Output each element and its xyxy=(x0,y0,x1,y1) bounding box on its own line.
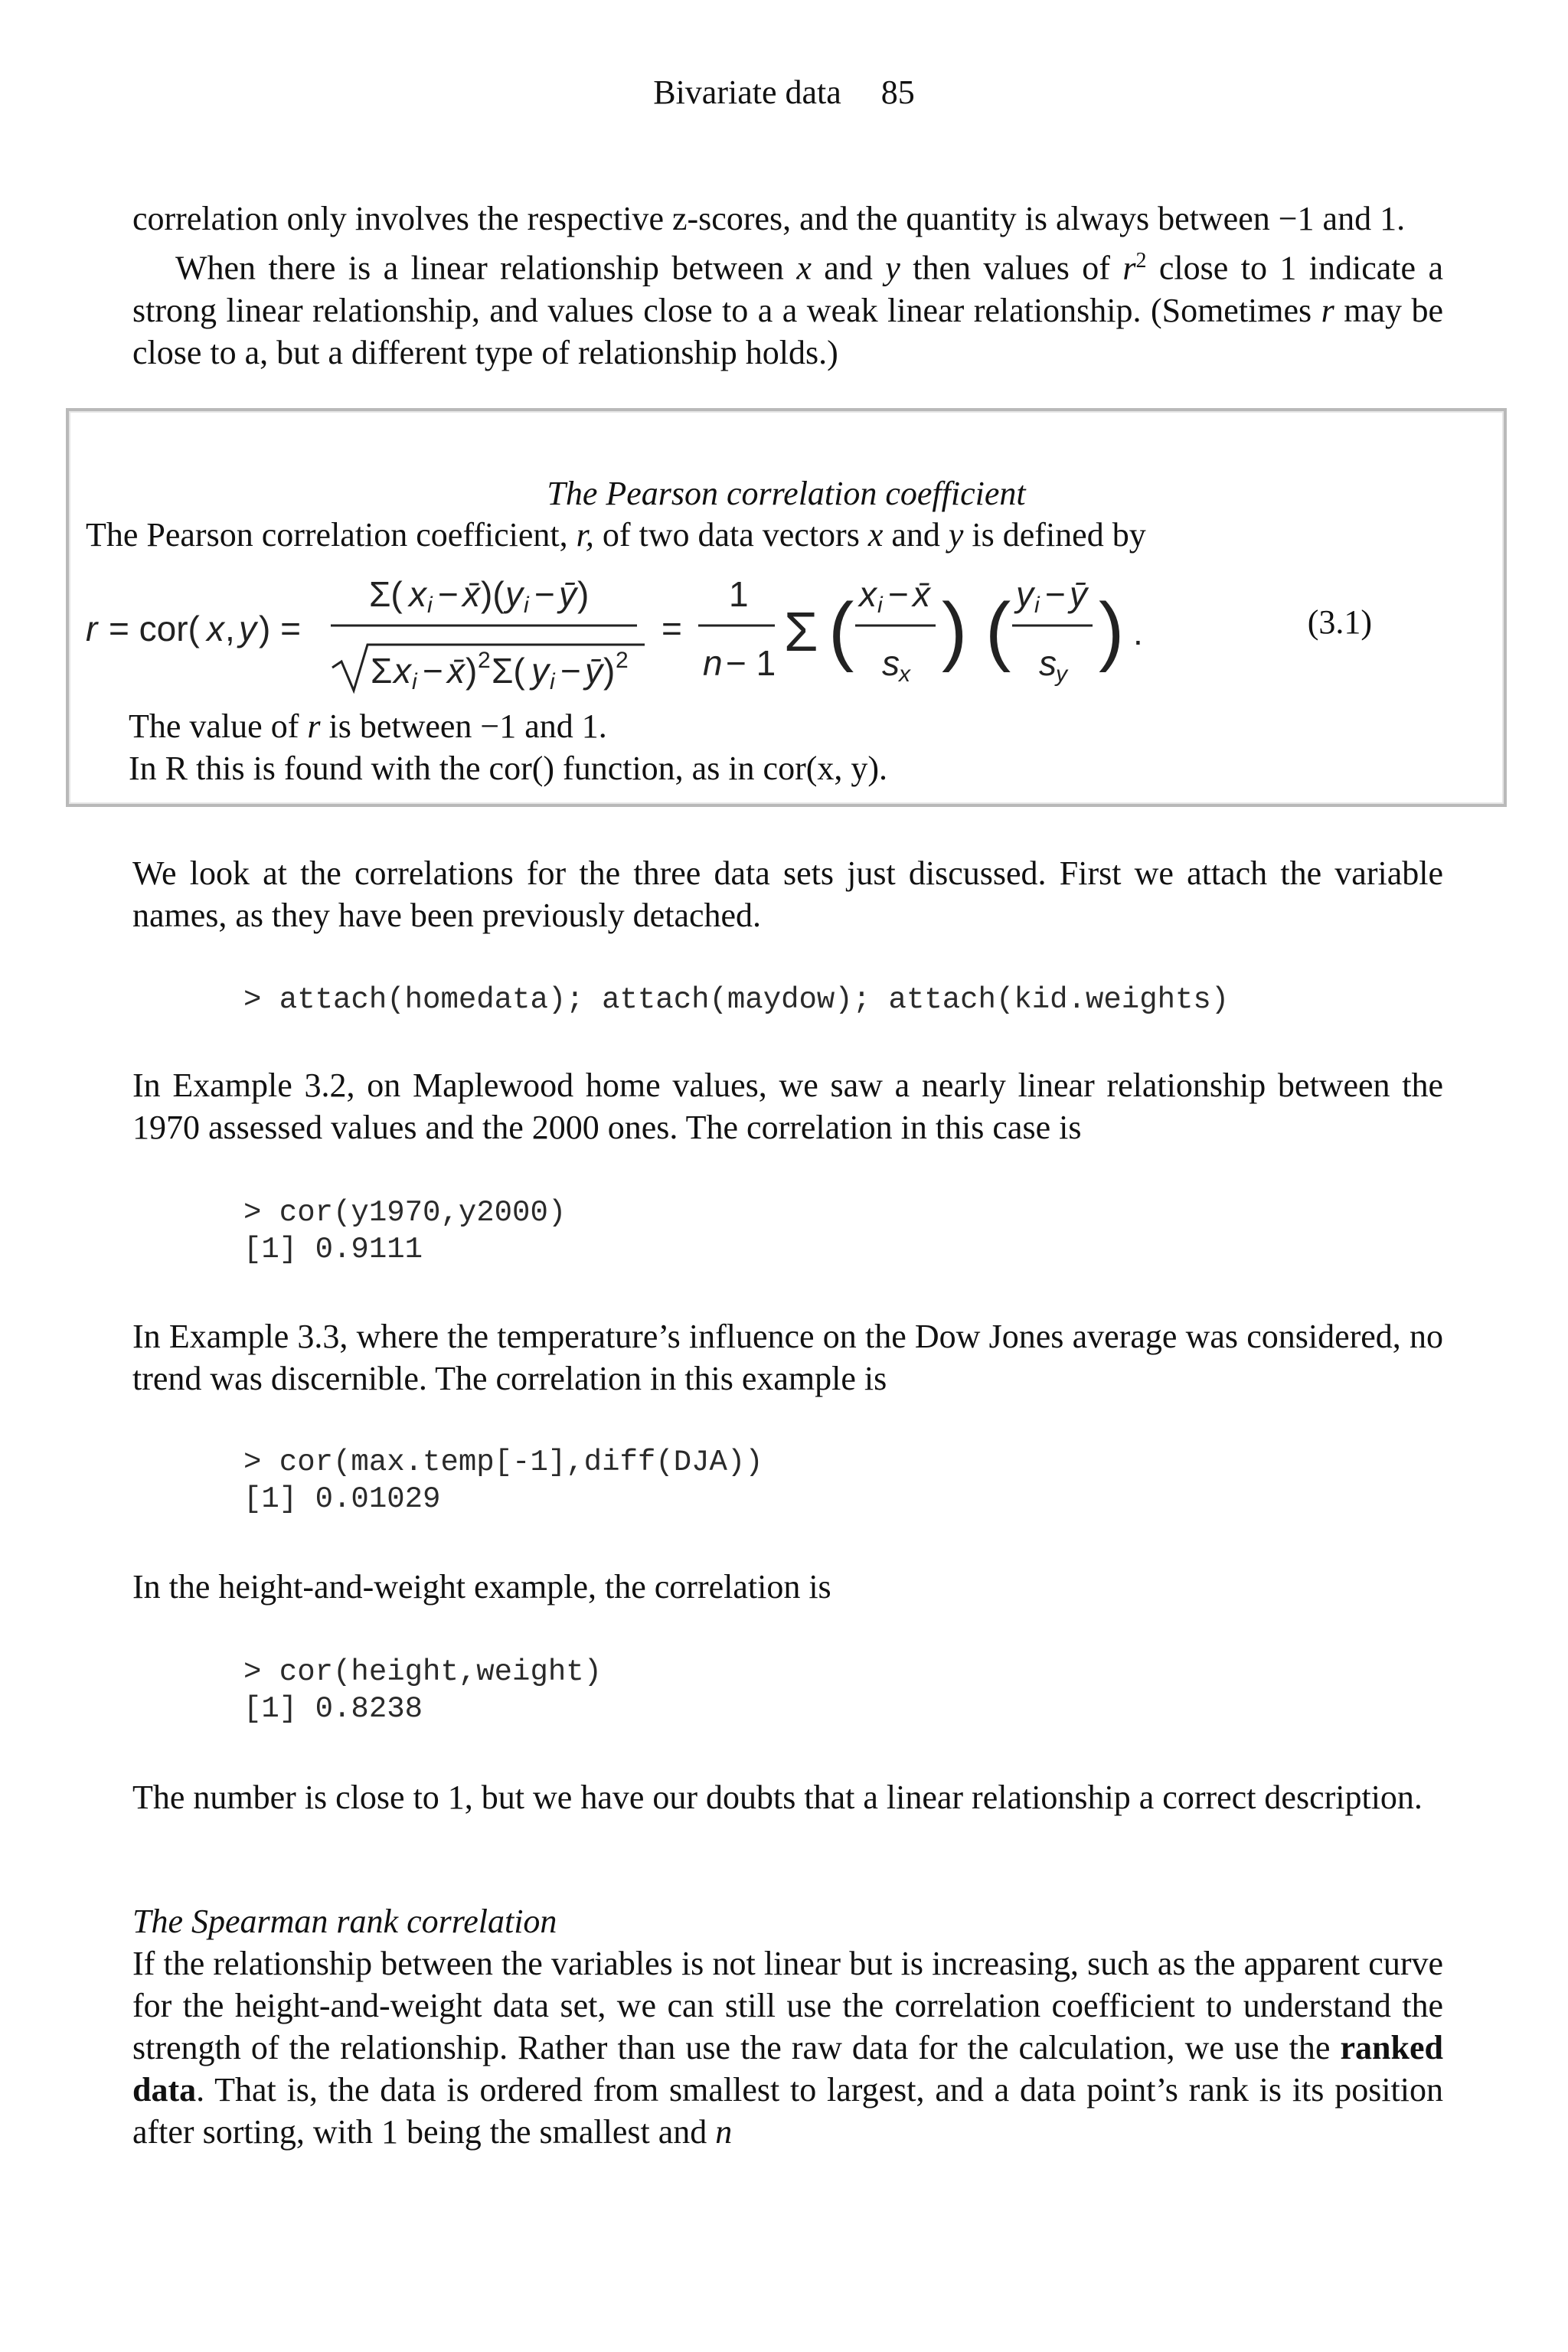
paragraph-example-3-2: In Example 3.2, on Maplewood home values, we saw a nearly linear relationship between the 1970 assessed values and the 2000 ones. The correlation in this case is xyxy=(132,1067,1443,1146)
svg-text:): ) xyxy=(577,574,590,614)
paragraph-intro-1: correlation only involves the respective z-scores, and the quantity is always between −1 and 1. xyxy=(132,200,1406,237)
code-cor-home: > cor(y1970,y2000) [1] 0.9111 xyxy=(243,1196,567,1266)
svg-text:x̄: x̄ xyxy=(913,574,930,614)
svg-text:−: − xyxy=(423,651,443,691)
svg-text:x̄: x̄ xyxy=(462,574,480,614)
svg-text:i: i xyxy=(524,593,529,618)
intro-section xyxy=(132,198,1443,374)
svg-text:): ) xyxy=(603,651,616,691)
svg-text:r: r xyxy=(86,609,98,648)
svg-text:,: , xyxy=(225,609,235,648)
svg-text:y: y xyxy=(505,574,523,614)
box-title: The Pearson correlation coefficient xyxy=(547,475,1026,512)
svg-text:Σ(: Σ( xyxy=(492,651,525,691)
svg-text:−: − xyxy=(888,574,909,614)
svg-text:−: − xyxy=(560,651,581,691)
svg-text:s: s xyxy=(1039,643,1057,683)
svg-text:) =: ) = xyxy=(259,609,301,648)
svg-text:n: n xyxy=(703,643,723,683)
svg-text:i: i xyxy=(877,593,883,618)
svg-text:2: 2 xyxy=(616,648,629,673)
code-attach: > attach(homedata); attach(maydow); attach(kid.weights) xyxy=(243,983,1230,1017)
svg-text:− 1: − 1 xyxy=(726,643,776,683)
svg-text:s: s xyxy=(882,643,900,683)
svg-text:): ) xyxy=(942,587,968,673)
svg-text:): ) xyxy=(466,651,478,691)
svg-text:(: ( xyxy=(828,587,854,673)
paragraph-doubts: The number is close to 1, but we have our doubts that a linear relationship a correct description. xyxy=(132,1779,1423,1816)
box-note-r-function: In R this is found with the cor() function, as in cor(x, y). xyxy=(129,750,888,787)
box-note-range: The value of r is between −1 and 1. xyxy=(129,707,607,745)
svg-text:): ) xyxy=(1099,587,1125,673)
code-cor-dow: > cor(max.temp[-1],diff(DJA)) [1] 0.01029 xyxy=(243,1446,763,1516)
pearson-formula xyxy=(86,560,1250,714)
spearman-section xyxy=(132,1900,1443,2153)
svg-text:i: i xyxy=(412,669,417,694)
svg-text:=: = xyxy=(662,609,682,648)
svg-text:x̄: x̄ xyxy=(447,651,465,691)
svg-text:Σ(: Σ( xyxy=(369,574,403,614)
spearman-heading: The Spearman rank correlation xyxy=(132,1903,557,1940)
svg-text:ȳ: ȳ xyxy=(585,651,603,691)
svg-text:x: x xyxy=(207,609,224,648)
svg-text:i: i xyxy=(427,593,433,618)
code-cor-height-weight: > cor(height,weight) [1] 0.8238 xyxy=(243,1655,603,1726)
svg-text:(: ( xyxy=(985,587,1011,673)
svg-text:i: i xyxy=(550,669,555,694)
svg-text:y: y xyxy=(239,609,256,648)
svg-text:x: x xyxy=(899,662,910,687)
svg-text:ȳ: ȳ xyxy=(1070,574,1087,614)
svg-text:−: − xyxy=(438,574,459,614)
paragraph-attach: We look at the correlations for the three data sets just discussed. First we attach the variable names, as they have been previously detached. xyxy=(132,854,1443,934)
svg-text:x: x xyxy=(394,651,411,691)
box-definition-text: The Pearson correlation coefficient, r, of two data vectors x and y is defined by xyxy=(86,516,1146,554)
paragraph-height-weight: In the height-and-weight example, the correlation is xyxy=(132,1568,831,1606)
paragraph-spearman: If the relationship between the variables is not linear but is increasing, such as the apparent curve for the height-and-weight data set, we can still use the correlation coefficient to understand the strength of the relationship. Rather than use the raw data for the calculation, we use the ranked data. That is, the data is ordered from smallest to largest, and a data point’s rank is its position after sorting, with 1 being the smallest and n xyxy=(132,1945,1443,2151)
header-title: Bivariate data xyxy=(653,74,841,111)
pearson-definition-box xyxy=(66,408,1507,807)
svg-text:x: x xyxy=(859,574,877,614)
svg-text:.: . xyxy=(1133,612,1143,652)
page-number: 85 xyxy=(880,74,915,111)
paragraph-example-3-3: In Example 3.3, where the temperature’s influence on the Dow Jones average was considered, no trend was discernible. The correlation in this example is xyxy=(132,1318,1443,1397)
svg-text:−: − xyxy=(1045,574,1066,614)
svg-text:y: y xyxy=(1056,662,1067,687)
paragraph-intro-2: When there is a linear relationship between x and y then values of $r^2$ close to 1 indicate a strong linear relationship, and values close to a a weak linear relationship. (Sometimes r may be close to a, but a different type of relationship holds.) xyxy=(132,249,1444,371)
svg-text:x: x xyxy=(409,574,426,614)
svg-text:Σ: Σ xyxy=(784,602,818,663)
svg-text:)(: )( xyxy=(481,574,505,614)
svg-text:y: y xyxy=(531,651,549,691)
svg-text:= cor(: = cor( xyxy=(109,609,200,648)
running-header xyxy=(0,73,1568,112)
svg-text:i: i xyxy=(1034,593,1040,618)
svg-text:ȳ: ȳ xyxy=(559,574,577,614)
svg-text:y: y xyxy=(1016,574,1034,614)
equation-number: (3.1) xyxy=(1307,603,1372,641)
svg-text:2: 2 xyxy=(478,648,491,673)
svg-text:−: − xyxy=(534,574,555,614)
svg-text:Σ: Σ xyxy=(371,651,393,691)
svg-text:1: 1 xyxy=(729,574,749,614)
